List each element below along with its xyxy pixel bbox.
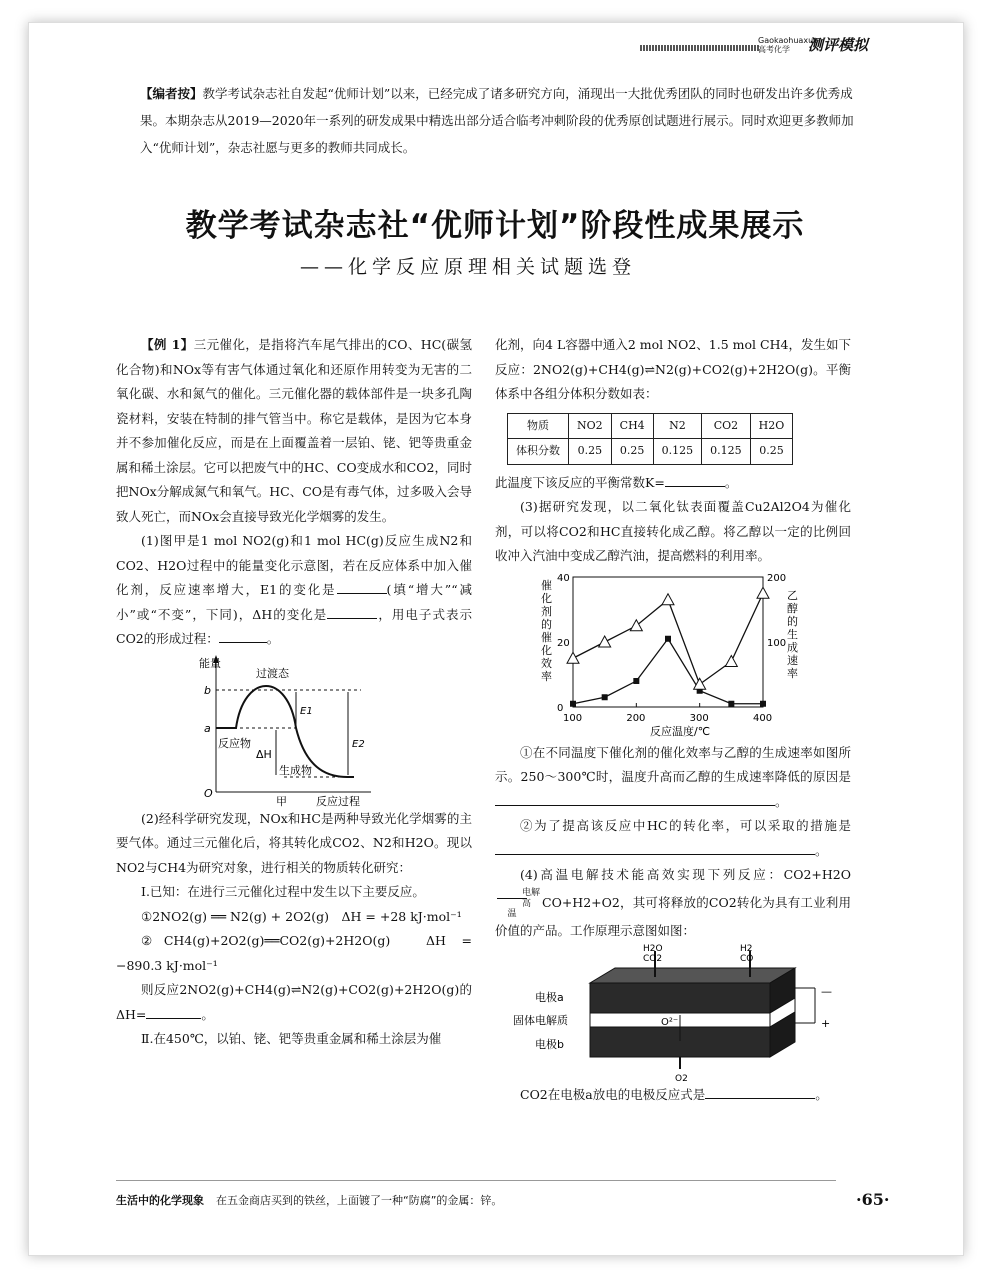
y-left-tick-label: 20 <box>557 637 570 649</box>
condition-bottom: 高温 <box>497 898 527 919</box>
part-ii: Ⅱ.在450℃，以铂、铑、钯等贵重金属和稀土涂层为催 <box>141 1031 442 1046</box>
reaction-3-text: 则反应2NO2(g)+CH4(g)⇌N2(g)+CO2(g)+2H2O(g)的ΔH= <box>116 982 472 1022</box>
product-label: 生成物 <box>279 763 312 777</box>
question-3-1: ①在不同温度下催化剂的催化效率与乙醇的生成速率如图所示。250～300℃时，温度升高而乙醇的生成速率降低的原因是。 <box>495 744 851 809</box>
energy-ylabel: 能量 <box>199 656 221 670</box>
editor-note <box>140 80 860 161</box>
energy-diagram <box>116 652 472 807</box>
editor-note-text: 教学考试杂志社自发起“优师计划”以来，已经完成了诸多研究方向，涌现出一大批优秀团队的同时也研发出许多优秀成果。本期杂志从2019—2020年一系列的研发成果中精选出部分适合临考冲刺阶段的优秀原创试题进行展示。同时欢迎更多教师加入“优师计划”，杂志社愿与更多的教师共同成长。 <box>140 86 854 155</box>
answer-blank <box>327 605 377 619</box>
energy-xlabel: 反应过程 <box>316 794 360 807</box>
page-title: 教学考试杂志社“优师计划”阶段性成果展示 <box>185 208 805 244</box>
header-section: 测评模拟 <box>808 36 869 54</box>
electrode-b-label: 电极b <box>535 1038 564 1051</box>
plus-sign: + <box>821 1017 831 1030</box>
table-cell: 0.25 <box>611 439 653 465</box>
data-point-triangle <box>662 593 674 604</box>
efficiency-chart <box>495 569 851 741</box>
ts-label: 过渡态 <box>256 666 289 680</box>
k-question: 此温度下该反应的平衡常数K= 。 <box>495 474 738 490</box>
y-left-tick-label: 0 <box>557 702 564 714</box>
q1-text-c: ，用电子式表示CO2的形成过程： <box>116 606 472 646</box>
condition-top: 电解 <box>522 887 541 898</box>
data-point-triangle <box>757 587 769 598</box>
level-b: b <box>204 683 211 697</box>
table-cell: 0.125 <box>653 439 702 465</box>
answer-blank <box>495 841 815 855</box>
e2-label: E2 <box>352 738 365 750</box>
q4-text-b: CO+H2+O2，其可将释放的CO2转化为具有工业利用价值的产品。工作原理示意图如图： <box>495 894 851 938</box>
q3a-text: ①在不同温度下催化剂的催化效率与乙醇的生成速率如图所示。250～300℃时，温度升高而乙醇的生成速率降低的原因是 <box>495 744 851 784</box>
answer-blank <box>146 1005 201 1019</box>
energy-caption: 甲 <box>276 794 287 807</box>
chart-ylabel-left: 催化剂的催化效率 <box>541 578 552 683</box>
q1-text-a: (1)图甲是1 mol NO2(g)和1 mol HC(g)反应生成N2和CO2、H2O过程中的能量变化示意图，若在反应体系中加入催化剂，反应速率增大，E1的变化是 <box>116 533 472 597</box>
x-tick-label: 100 <box>563 712 583 724</box>
table-header: CH4 <box>611 413 653 439</box>
header-stripe <box>640 45 760 51</box>
minus-sign: — <box>821 985 832 998</box>
table-header: 物质 <box>508 413 569 439</box>
table-row <box>508 439 793 465</box>
y-left-tick-label: 40 <box>557 572 570 584</box>
answer-blank <box>665 473 725 487</box>
dh-label: ΔH <box>256 747 272 761</box>
answer-blank <box>705 1085 815 1099</box>
electrolysis-cell-diagram <box>495 943 851 1083</box>
q1-text-b: (填“增大”“减小”或“不变”，下同)，ΔH的变化是 <box>116 582 472 622</box>
data-point-square <box>728 700 734 706</box>
footer-divider <box>116 1180 836 1181</box>
reaction-3: 则反应2NO2(g)+CH4(g)⇌N2(g)+CO2(g)+2H2O(g)的ΔH= 。 <box>116 982 472 1022</box>
electrode-a-block <box>590 983 770 1013</box>
y-right-tick-label: 200 <box>767 572 787 584</box>
chart-series <box>567 587 769 707</box>
answer-blank <box>337 580 387 594</box>
table-header: H2O <box>750 413 793 439</box>
table-row-label: 体积分数 <box>508 439 569 465</box>
cell-top-face <box>590 968 795 983</box>
data-point-square <box>570 700 576 706</box>
data-point-triangle <box>630 619 642 630</box>
electrode-a-label: 电极a <box>535 991 564 1004</box>
answer-blank <box>495 792 775 806</box>
electrolyte-label: 固体电解质 <box>513 1014 568 1027</box>
ion-label: O²⁻ <box>661 1017 679 1028</box>
table-header: NO2 <box>569 413 612 439</box>
right-column <box>495 333 851 1108</box>
answer-blank <box>219 629 267 643</box>
inflow-label-bottom: CO2 <box>643 954 663 964</box>
table-cell: 0.125 <box>702 439 751 465</box>
question-3-2: ②为了提高该反应中HC的转化率，可以采取的措施是。 <box>495 814 851 863</box>
reactant-label: 反应物 <box>218 736 251 750</box>
o2-label: O2 <box>675 1074 688 1083</box>
outflow-label-bottom: CO <box>740 954 754 964</box>
data-point-triangle <box>725 655 737 666</box>
left-column <box>116 333 472 1052</box>
part-i-heading: Ⅰ.已知：在进行三元催化过程中发生以下主要反应。 <box>141 884 425 899</box>
inflow-label-top: H2O <box>643 944 663 954</box>
reaction-1: ①2NO2(g) ══ N2(g) + 2O2(g) ΔH = +28 kJ·mol⁻¹ <box>141 908 462 924</box>
page-number: ·65· <box>856 1190 890 1209</box>
table-header-row <box>508 413 793 439</box>
x-tick-label: 200 <box>626 712 646 724</box>
example-intro <box>116 333 472 529</box>
question-3: (3)据研究发现，以二氧化钛表面覆盖Cu2Al2O4为催化剂，可以将CO2和HC直接转化成乙醇。将乙醇以一定的比例回收冲入汽油中变成乙醇汽油，提高燃料的利用率。 <box>495 499 851 563</box>
running-header <box>640 36 890 54</box>
data-point-square <box>665 635 671 641</box>
table-cell: 0.25 <box>750 439 793 465</box>
header-small: 高考化学 <box>758 45 790 54</box>
data-point-square <box>633 678 639 684</box>
q3b-text: ②为了提高该反应中HC的转化率，可以采取的措施是 <box>520 818 851 833</box>
data-point-square <box>602 694 608 700</box>
reaction-condition <box>497 888 540 919</box>
reaction-2: ②CH4(g)+2O2(g)══CO2(g)+2H2O(g) ΔH = −890.3 kJ·mol⁻¹ <box>116 933 472 973</box>
q4c-text: CO2在电极a放电的电极反应式是 <box>520 1087 706 1102</box>
footer-text: 在五金商店买到的铁丝，上面镀了一种“防腐”的金属：锌。 <box>216 1194 503 1207</box>
y-right-tick-label: 100 <box>767 637 787 649</box>
question-4 <box>495 863 851 943</box>
header-pinyin: Gaokaohuaxue <box>758 36 819 45</box>
series-line <box>573 638 763 703</box>
data-point-square <box>760 700 766 706</box>
question-1: (1)图甲是1 mol NO2(g)和1 mol HC(g)反应生成N2和CO2、H2O过程中的能量变化示意图，若在反应体系中加入催化剂，反应速率增大，E1的变化是 (填“增大”“减小”或“不变”，下同)，ΔH的变化是 ，用电子式表示CO2的形成过程： 。 <box>116 533 472 646</box>
table-header: CO2 <box>702 413 751 439</box>
table-header: N2 <box>653 413 702 439</box>
volume-fraction-table <box>507 413 793 465</box>
outflow-label-top: H2 <box>740 944 753 954</box>
editor-note-label: 【编者按】 <box>140 86 203 101</box>
question-2: (2)经科学研究发现，NOx和HC是两种导致光化学烟雾的主要气体。通过三元催化后，将其转化成CO2、N2和H2O。现以NO2与CH4为研究对象，进行相关的物质转化研究： <box>116 810 472 875</box>
q4-text-a: (4)高温电解技术能高效实现下列反应：CO2+H2O <box>520 867 851 882</box>
footer <box>116 1192 502 1208</box>
footer-label: 生活中的化学现象 <box>116 1194 204 1207</box>
page-subtitle: ——化学反应原理相关试题选登 <box>300 256 637 278</box>
origin: O <box>204 786 213 800</box>
level-a: a <box>204 721 211 735</box>
example-label: 【例 1】 <box>141 337 194 352</box>
question-4-c: CO2在电极a放电的电极反应式是 。 <box>520 1087 828 1102</box>
chart-xlabel: 反应温度/℃ <box>650 724 711 738</box>
k-text: 此温度下该反应的平衡常数K= <box>495 474 665 490</box>
chart-ylabel-right: 乙醇的生成速率 <box>787 588 798 680</box>
intro-text: 三元催化，是指将汽车尾气排出的CO、HC(碳氢化合物)和NOx等有害气体通过氧化和还原作用转变为无害的二氧化碳、水和氮气的催化。三元催化器的载体部件是一块多孔陶瓷材料，安装在特制的排气管当中。称它是载体，是因为它本身并不参加催化反应，而是在上面覆盖着一层铂、铑、钯等贵重金属和稀土涂层。它可以把废气中的HC、CO变成水和CO2，同时把NOx分解成氮气和氧气。HC、CO是有毒气体，过多吸入会导致人死亡，而NOx会直接导致光化学烟雾的发生。 <box>116 337 473 524</box>
data-point-triangle <box>567 652 579 663</box>
x-tick-label: 400 <box>753 712 773 724</box>
table-cell: 0.25 <box>569 439 612 465</box>
x-tick-label: 300 <box>689 712 709 724</box>
part-ii-continued: 化剂，向4 L容器中通入2 mol NO2、1.5 mol CH4，发生如下反应：2NO2(g)+CH4(g)⇌N2(g)+CO2(g)+2H2O(g)。平衡体系中各组分体积分数如表： <box>495 337 851 401</box>
data-point-triangle <box>599 636 611 647</box>
e1-label: E1 <box>300 705 313 717</box>
